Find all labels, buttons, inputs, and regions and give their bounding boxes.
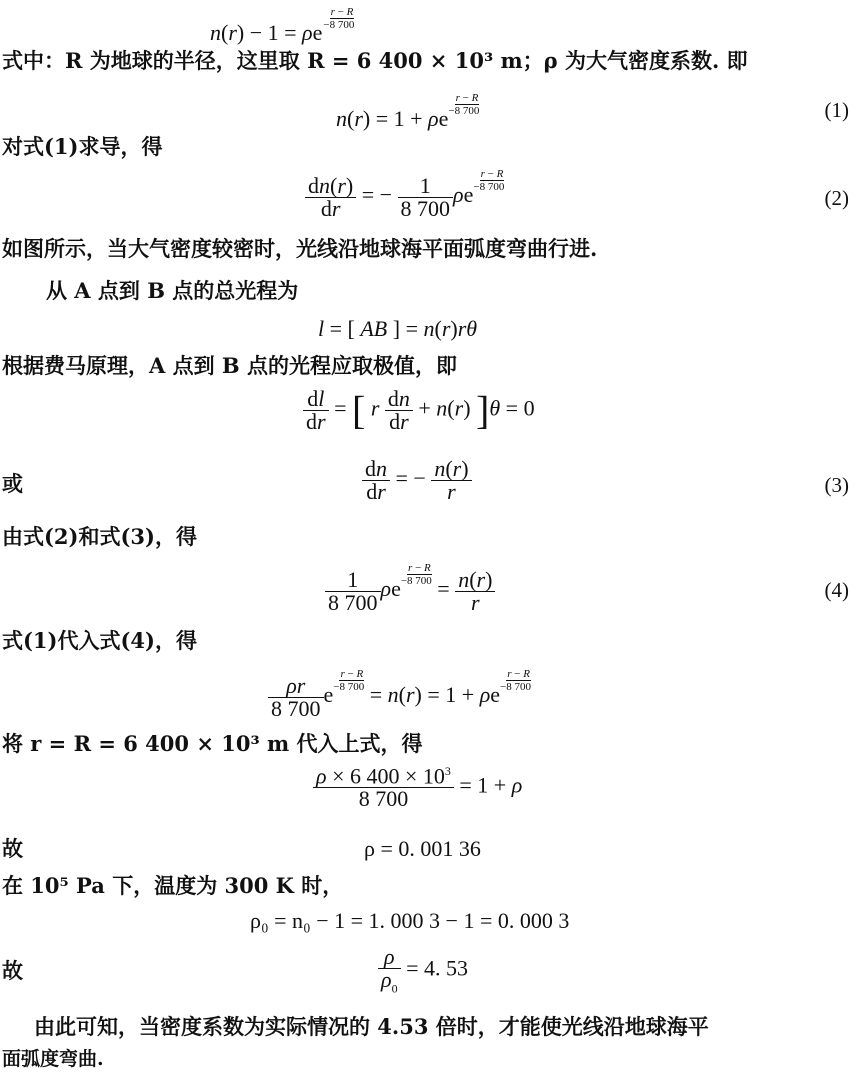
formula-fermat-derivative: $\frac{dl}{dr}$ = [ r $\frac{dn}{dr}$ + n(r) ]θ = 0 [303,388,535,433]
equation-2: $\frac{dn(r)}{dr}$ = − $\frac{1}{8 700}$ ρe− $\frac{r - R}{8 700}$ [305,168,504,220]
text-line-10: 故 [2,836,23,861]
text-line-8: 式(1)代入式(4)，得 [2,628,197,653]
equation-number-2: (2) [824,186,849,210]
text-line-6: 或 [2,471,23,496]
text-line-2: 对式(1)求导，得 [2,134,163,159]
text-line-3: 如图所示，当大气密度较密时，光线沿地球海平面弧度弯曲行进. [2,236,598,261]
formula-optical-path: l = [ AB ] = n(r)rθ [318,316,478,341]
text-line-5: 根据费马原理，A 点到 B 点的光程应取极值，即 [2,353,457,378]
formula-numeric: $\frac{\rho \times 6 400 \times 10^3}{8 700}$ = 1 + ρ [313,765,522,810]
text-line-1: 式中：R 为地球的半径，这里取 R = 6 400 × 10³ m；ρ 为大气密度系数. 即 [2,48,748,73]
equation-3: $\frac{dn}{dr}$ = − $\frac{n(r)}{r}$ [362,458,472,503]
ratio-value: = 4. 53 [406,955,468,981]
text-line-13: 由此可知，当密度系数为实际情况的 4.53 倍时，才能使光线沿地球海平 [34,1014,709,1039]
equation-number-3: (3) [824,473,849,497]
formula-n-minus-1: n(r) − 1 = ρe− $\frac{r - R}{8 700}$ [210,6,355,46]
equation-1: n(r) = 1 + ρe− $\frac{r - R}{8 700}$ [336,92,480,132]
formula-substitution: $\frac{\rho r}{8 700}$ e− $\frac{r - R}{8 700}$ = n(r) = 1 + ρe− $\frac{r - R}{8 700}$ [268,668,531,720]
text-line-12: 故 [2,958,23,983]
equation-4: $\frac{1}{8 700}$ ρe− $\frac{r - R}{8 700}$ = $\frac{n(r)}{r}$ [325,562,495,614]
text-line-4: 从 A 点到 B 点的总光程为 [46,278,299,303]
formula-ratio: $\frac{\rho}{\rho_0}$ = 4. 53 [378,946,468,994]
text-line-14: 面弧度弯曲. [2,1048,104,1070]
formula-rho-value: ρ = 0. 001 36 [364,836,481,861]
text-line-11: 在 10⁵ Pa 下，温度为 300 K 时， [2,873,344,898]
equation-number-4: (4) [824,578,849,602]
text-line-7: 由式(2)和式(3)，得 [2,524,197,549]
equation-number-1: (1) [824,98,849,122]
formula-rho0: ρ₀ = n₀ − 1 = 1. 000 3 − 1 = 0. 000 3 [250,908,570,933]
text-line-9: 将 r = R = 6 400 × 10³ m 代入上式，得 [2,731,423,756]
